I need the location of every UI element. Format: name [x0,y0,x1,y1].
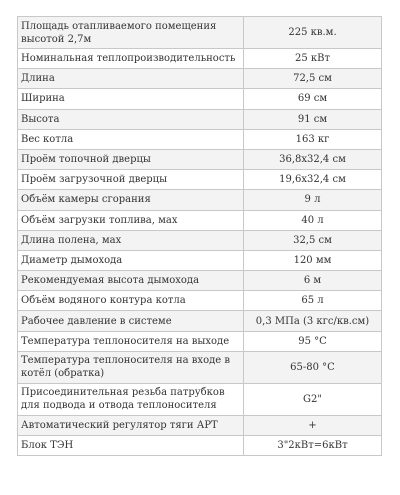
table-row [18,210,382,230]
specifications-table [17,16,382,456]
table-row [18,49,382,69]
table-row [18,271,382,291]
table-row [18,190,382,210]
table-row [18,230,382,250]
table-row [18,109,382,129]
param-cell: Рекомендуемая высота дымохода [18,271,244,291]
param-cell: Длина [18,69,244,89]
table-row [18,331,382,351]
value-cell: 32,5 см [244,230,382,250]
param-cell: Рабочее давление в системе [18,311,244,331]
value-cell: 72,5 см [244,69,382,89]
param-cell: Объём водяного контура котла [18,291,244,311]
value-cell: 69 см [244,89,382,109]
value-cell: 163 кг [244,129,382,149]
value-cell: 65-80 °C [244,351,382,383]
param-cell: Температура теплоносителя на выходе [18,331,244,351]
param-cell: Высота [18,109,244,129]
table-row [18,89,382,109]
param-cell: Номинальная теплопроизводительность [18,49,244,69]
param-cell: Ширина [18,89,244,109]
param-cell: Присоединительная резьба патрубков для подвода и отвода теплоносителя [18,383,244,415]
value-cell: G2" [244,383,382,415]
table-row [18,383,382,415]
value-cell: 3"2кВт=6кВт [244,436,382,456]
table-row [18,250,382,270]
table-row [18,69,382,89]
value-cell: 120 мм [244,250,382,270]
param-cell: Проём топочной дверцы [18,149,244,169]
value-cell: 25 кВт [244,49,382,69]
value-cell: 6 м [244,271,382,291]
value-cell: 40 л [244,210,382,230]
table-row [18,311,382,331]
table-row [18,149,382,169]
value-cell: + [244,415,382,435]
value-cell: 36,8x32,4 см [244,149,382,169]
table-row [18,129,382,149]
value-cell: 9 л [244,190,382,210]
param-cell: Длина полена, мах [18,230,244,250]
table-row [18,17,382,49]
table-row [18,291,382,311]
param-cell: Объём камеры сгорания [18,190,244,210]
table-row [18,436,382,456]
value-cell: 0,3 МПа (3 кгс/кв.см) [244,311,382,331]
value-cell: 19,6x32,4 см [244,170,382,190]
param-cell: Объём загрузки топлива, мах [18,210,244,230]
param-cell: Вес котла [18,129,244,149]
value-cell: 95 °C [244,331,382,351]
value-cell: 225 кв.м. [244,17,382,49]
param-cell: Температура теплоносителя на входе в котёл (обратка) [18,351,244,383]
param-cell: Автоматический регулятор тяги АРТ [18,415,244,435]
table-row [18,351,382,383]
value-cell: 91 см [244,109,382,129]
value-cell: 65 л [244,291,382,311]
table-row [18,415,382,435]
param-cell: Диаметр дымохода [18,250,244,270]
table-row [18,170,382,190]
param-cell: Блок ТЭН [18,436,244,456]
param-cell: Площадь отапливаемого помещения высотой 2,7м [18,17,244,49]
param-cell: Проём загрузочной дверцы [18,170,244,190]
